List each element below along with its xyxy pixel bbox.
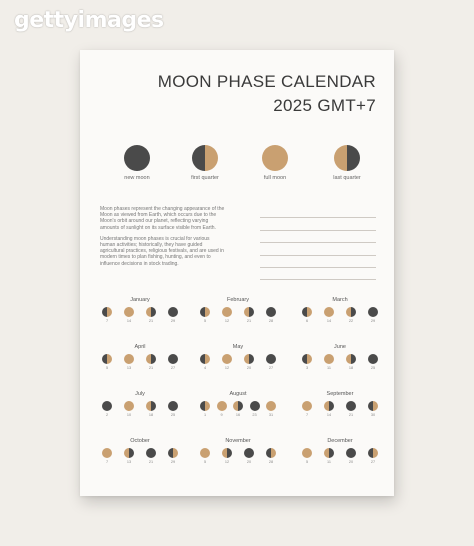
month-name: November	[225, 438, 251, 444]
moon-day	[122, 354, 136, 371]
moon-date: 30	[370, 413, 376, 417]
month-name: September	[326, 391, 354, 397]
moon-date: 5	[203, 319, 207, 323]
moon-day	[144, 354, 158, 371]
new-moon-icon	[266, 354, 276, 364]
moon-day	[100, 401, 114, 418]
moon-date: 7	[105, 319, 109, 323]
moon-date: 27	[170, 366, 176, 370]
legend-new-moon	[100, 145, 174, 181]
moon-day	[242, 448, 256, 465]
month-moons	[100, 448, 180, 465]
title-line-2: 2025 GMT+7	[273, 96, 376, 115]
month-may	[198, 343, 278, 371]
moon-date: 7	[105, 460, 109, 464]
last-moon-icon	[146, 354, 156, 364]
moon-day	[144, 448, 158, 465]
first-moon-icon	[302, 354, 312, 364]
full-moon-icon	[324, 307, 334, 317]
moon-date: 13	[126, 460, 132, 464]
moon-date: 21	[148, 366, 154, 370]
moon-day	[300, 354, 314, 371]
first-moon-icon	[368, 448, 378, 458]
last-quarter-icon	[310, 145, 384, 171]
notes-line	[260, 268, 376, 280]
new-moon-icon	[250, 401, 260, 411]
first-moon-icon	[266, 448, 276, 458]
moon-date: 21	[348, 413, 354, 417]
first-moon-icon	[102, 307, 112, 317]
new-moon-icon	[346, 401, 356, 411]
moon-date: 20	[348, 460, 354, 464]
month-name: July	[135, 391, 145, 397]
notes-line	[260, 206, 376, 218]
month-june	[300, 343, 380, 371]
moon-date: 29	[170, 319, 176, 323]
last-moon-icon	[146, 401, 156, 411]
moon-day	[122, 307, 136, 324]
month-name: June	[334, 344, 346, 350]
legend-full-moon	[238, 145, 312, 181]
moon-day	[166, 401, 180, 418]
moon-date: 9	[220, 413, 223, 417]
moon-day	[122, 448, 136, 465]
moon-date: 2	[105, 413, 109, 417]
month-moons	[100, 401, 180, 418]
full-moon-icon	[324, 354, 334, 364]
month-moons	[300, 354, 380, 371]
description-text	[100, 206, 226, 272]
moon-date: 20	[246, 460, 252, 464]
moon-day	[122, 401, 136, 418]
first-moon-icon	[200, 354, 210, 364]
moon-date: 12	[224, 319, 230, 323]
new-moon-icon	[102, 401, 112, 411]
notes-lines	[260, 206, 376, 280]
moon-date: 18	[348, 366, 354, 370]
full-moon-icon	[238, 145, 312, 171]
moon-day	[300, 401, 314, 418]
full-moon-icon	[200, 448, 210, 458]
month-march	[300, 296, 380, 324]
new-moon-icon	[266, 307, 276, 317]
month-moons	[100, 307, 180, 324]
moon-date: 14	[326, 413, 332, 417]
last-moon-icon	[244, 307, 254, 317]
moon-date: 6	[305, 319, 309, 323]
new-moon-icon	[168, 401, 178, 411]
full-moon-icon	[302, 448, 312, 458]
first-moon-icon	[200, 401, 210, 411]
description-paragraph-2: Understanding moon phases is crucial for various human activities; historically, they have guided agricultural practices, religious festivals, and are used in modern times to plan fishing, hunting, and even to influence decisions in stock trading.	[100, 235, 224, 267]
moon-day	[248, 401, 262, 418]
moon-date: 28	[268, 319, 274, 323]
month-moons	[198, 307, 278, 324]
moon-date: 1	[203, 413, 207, 417]
month-november	[198, 437, 278, 465]
moon-day	[344, 401, 358, 418]
moon-date: 11	[327, 366, 331, 370]
month-name: December	[327, 438, 353, 444]
moon-day	[220, 448, 234, 465]
moon-date: 21	[148, 319, 154, 323]
new-moon-icon	[368, 307, 378, 317]
page-title	[158, 70, 376, 118]
full-moon-icon	[266, 401, 276, 411]
legend-label: new moon	[124, 175, 150, 181]
moon-day	[264, 354, 278, 371]
full-moon-icon	[124, 307, 134, 317]
last-moon-icon	[233, 401, 243, 411]
full-moon-icon	[222, 354, 232, 364]
moon-date: 5	[305, 460, 309, 464]
moon-day	[166, 448, 180, 465]
month-name: January	[130, 297, 150, 303]
moon-date: 7	[305, 413, 309, 417]
month-february	[198, 296, 278, 324]
full-moon-icon	[124, 354, 134, 364]
moon-day	[100, 448, 114, 465]
moon-day	[322, 448, 336, 465]
moon-date: 16	[235, 413, 241, 417]
month-august	[198, 390, 278, 418]
moon-date: 27	[268, 366, 274, 370]
moon-date: 22	[348, 319, 354, 323]
last-moon-icon	[324, 401, 334, 411]
moon-day	[100, 307, 114, 324]
moon-day	[344, 307, 358, 324]
moon-day	[198, 448, 212, 465]
month-moons	[198, 354, 278, 371]
moon-day	[366, 401, 380, 418]
new-moon-icon	[100, 145, 174, 171]
moon-date: 14	[126, 319, 132, 323]
moon-day	[264, 307, 278, 324]
month-april	[100, 343, 180, 371]
legend-last-quarter	[310, 145, 384, 181]
moon-date: 14	[326, 319, 332, 323]
new-moon-icon	[244, 448, 254, 458]
moon-date: 12	[224, 366, 230, 370]
moon-day	[198, 307, 212, 324]
moon-day	[300, 307, 314, 324]
month-moons	[100, 354, 180, 371]
month-moons	[300, 448, 380, 465]
moon-day	[100, 354, 114, 371]
moon-day	[366, 354, 380, 371]
moon-day	[198, 401, 212, 418]
moon-day	[166, 307, 180, 324]
moon-date: 29	[370, 319, 376, 323]
moon-date: 3	[305, 366, 309, 370]
moon-date: 29	[170, 460, 176, 464]
first-moon-icon	[168, 448, 178, 458]
legend-label: last quarter	[333, 175, 361, 181]
moon-date: 27	[370, 460, 376, 464]
moon-day	[220, 307, 234, 324]
month-moons	[300, 307, 380, 324]
month-name: February	[226, 297, 249, 303]
moon-date: 23	[252, 413, 257, 417]
moon-date: 25	[370, 366, 376, 370]
new-moon-icon	[368, 354, 378, 364]
month-name: March	[332, 297, 348, 303]
first-moon-icon	[200, 307, 210, 317]
moon-date: 21	[148, 460, 154, 464]
moon-date: 21	[246, 319, 252, 323]
calendar-sheet	[80, 50, 394, 496]
full-moon-icon	[302, 401, 312, 411]
moon-day	[366, 448, 380, 465]
phase-legend	[100, 145, 376, 190]
watermark-logo: gettyimages	[14, 8, 164, 33]
first-moon-icon	[368, 401, 378, 411]
new-moon-icon	[346, 448, 356, 458]
description-paragraph-1: Moon phases represent the changing appearance of the Moon as viewed from Earth, which occurs due to the Moon's orbit around our planet, reflecting varying amounts of sunlight on its surface visible from Earth.	[100, 206, 225, 231]
last-moon-icon	[346, 307, 356, 317]
moon-date: 5	[203, 460, 207, 464]
last-moon-icon	[244, 354, 254, 364]
moon-day	[300, 448, 314, 465]
full-moon-icon	[222, 307, 232, 317]
month-september	[300, 390, 380, 418]
month-moons	[198, 401, 278, 418]
last-moon-icon	[222, 448, 232, 458]
moon-date: 20	[246, 366, 252, 370]
month-july	[100, 390, 180, 418]
moon-day	[322, 401, 336, 418]
moon-date: 31	[268, 413, 274, 417]
month-name: August	[229, 391, 247, 397]
first-moon-icon	[102, 354, 112, 364]
moon-day	[144, 307, 158, 324]
new-moon-icon	[168, 354, 178, 364]
moon-date: 12	[224, 460, 230, 464]
moon-day	[322, 354, 336, 371]
notes-line	[260, 243, 376, 255]
moon-day	[366, 307, 380, 324]
month-name: May	[232, 344, 244, 350]
moon-day	[322, 307, 336, 324]
new-moon-icon	[146, 448, 156, 458]
title-line-1: MOON PHASE CALENDAR	[157, 72, 376, 91]
notes-line	[260, 231, 376, 243]
new-moon-icon	[168, 307, 178, 317]
month-december	[300, 437, 380, 465]
moon-day	[242, 307, 256, 324]
legend-first-quarter	[168, 145, 242, 181]
legend-label: first quarter	[191, 175, 219, 181]
moon-day	[220, 354, 234, 371]
last-moon-icon	[346, 354, 356, 364]
month-name: April	[134, 344, 146, 350]
moon-date: 13	[126, 366, 132, 370]
moon-day	[215, 401, 229, 418]
moon-date: 18	[148, 413, 154, 417]
moon-day	[264, 401, 278, 418]
moon-date: 5	[105, 366, 109, 370]
month-name: October	[130, 438, 150, 444]
moon-day	[166, 354, 180, 371]
full-moon-icon	[217, 401, 227, 411]
moon-date: 11	[327, 460, 331, 464]
moon-day	[144, 401, 158, 418]
notes-line	[260, 256, 376, 268]
legend-label: full moon	[263, 175, 287, 181]
month-october	[100, 437, 180, 465]
first-moon-icon	[302, 307, 312, 317]
full-moon-icon	[124, 401, 134, 411]
first-quarter-icon	[168, 145, 242, 171]
last-moon-icon	[124, 448, 134, 458]
moon-day	[264, 448, 278, 465]
moon-day	[242, 354, 256, 371]
moon-day	[344, 448, 358, 465]
notes-line	[260, 218, 376, 230]
month-january	[100, 296, 180, 324]
moon-day	[344, 354, 358, 371]
full-moon-icon	[102, 448, 112, 458]
moon-date: 25	[170, 413, 176, 417]
month-moons	[198, 448, 278, 465]
moon-date: 10	[126, 413, 132, 417]
last-moon-icon	[146, 307, 156, 317]
moon-date: 4	[203, 366, 207, 370]
moon-day	[198, 354, 212, 371]
moon-day	[231, 401, 245, 418]
month-moons	[300, 401, 380, 418]
moon-date: 28	[268, 460, 274, 464]
last-moon-icon	[324, 448, 334, 458]
